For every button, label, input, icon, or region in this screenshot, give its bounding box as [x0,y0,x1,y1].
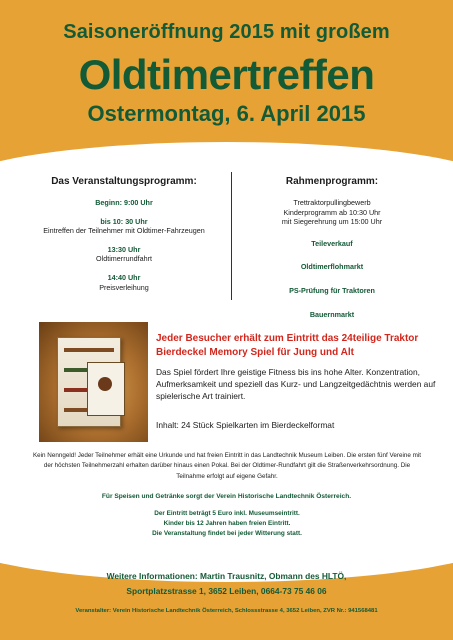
contact-line: Weitere Informationen: Martin Trausnitz, Obmann des HLTÖ, [106,571,347,581]
program-time: bis 10: 30 Uhr [100,216,148,226]
program-item [28,245,220,264]
program-item [28,273,220,292]
memory-game-photo [39,322,148,442]
rahmen-item: PS-Prüfung für Traktoren [289,285,375,295]
program-desc: Preisverleihung [99,282,149,292]
organizer-line: Veranstalter: Verein Historische Landtechnik Österreich, Schlossstrasse 4, 3652 Leiben, ZVR Nr.: 941568481 [75,608,378,614]
rahmen-item: Oldtimerflohmarkt [300,262,364,272]
event-subtitle: Saisoneröffnung 2015 mit großem [63,21,390,43]
info-paragraph: Kein Nenngeld! Jeder Teilnehmer erhält eine Urkunde und hat freien Eintritt in das Landtechnik Museum Leiben. Die ersten fünf Vereine mit der höchsten Teilnehmerzahl erhalten darüber hinaus einen Pokal. Bei der Oldtimer-Rundfahrt gilt die Straßenverkehrsordnung. Die Teilnahme erfolgt auf eigene Gefahr. [32,452,422,480]
contact-address: Sportplatzstrasse 1, 3652 Leiben, 0664-73 75 46 06 [126,586,327,596]
program-time: Beginn: 9:00 Uhr [95,198,153,207]
rahmen-item: Bauernmarkt [309,309,355,319]
program-time: 14:40 Uhr [107,272,141,282]
program-item [28,198,220,208]
event-date: Ostermontag, 6. April 2015 [87,101,366,126]
program-item [28,217,220,236]
event-title: Oldtimertreffen [78,51,375,98]
program-desc: Oldtimerrundfahrt [96,254,152,264]
program-desc: Eintreffen der Teilnehmer mit Oldtimer-Fahrzeugen [43,226,205,236]
rahmen-heading: Rahmenprogramm: [285,176,379,187]
rahmen-column [242,175,422,333]
promo-headline: Jeder Besucher erhält zum Eintritt das 24teilige Traktor Bierdeckel Memory Spiel für Jung und Alt [156,333,419,358]
coaster-card-icon [87,362,125,416]
rahmen-kids-program: Trettraktorpullingbewerb Kinderprogramm ab 10:30 Uhr mit Siegerehrung um 15:00 Uhr [281,198,383,227]
admission-info: Der Eintritt beträgt 5 Euro inkl. Museumseintritt. Kinder bis 12 Jahren haben freien Eintritt. Die Veranstaltung findet bei jeder Witterung statt. [152,510,302,538]
column-divider [231,172,232,300]
rahmen-item: Teileverkauf [311,238,353,248]
catering-note: Für Speisen und Getränke sorgt der Verein Historische Landtechnik Österreich. [101,493,352,500]
promo-contents: Inhalt: 24 Stück Spielkarten im Bierdeckelformat [156,420,335,430]
promo-body: Das Spiel fördert Ihre geistige Fitness bis ins hohe Alter. Konzentration, Aufmerksamkeit und speziell das Kurz- und Langzeitgedächtnis werden auf spielerische Art trainiert. [156,367,436,402]
program-heading: Das Veranstaltungsprogramm: [51,176,197,187]
program-column [28,175,220,301]
program-time: 13:30 Uhr [107,244,141,254]
